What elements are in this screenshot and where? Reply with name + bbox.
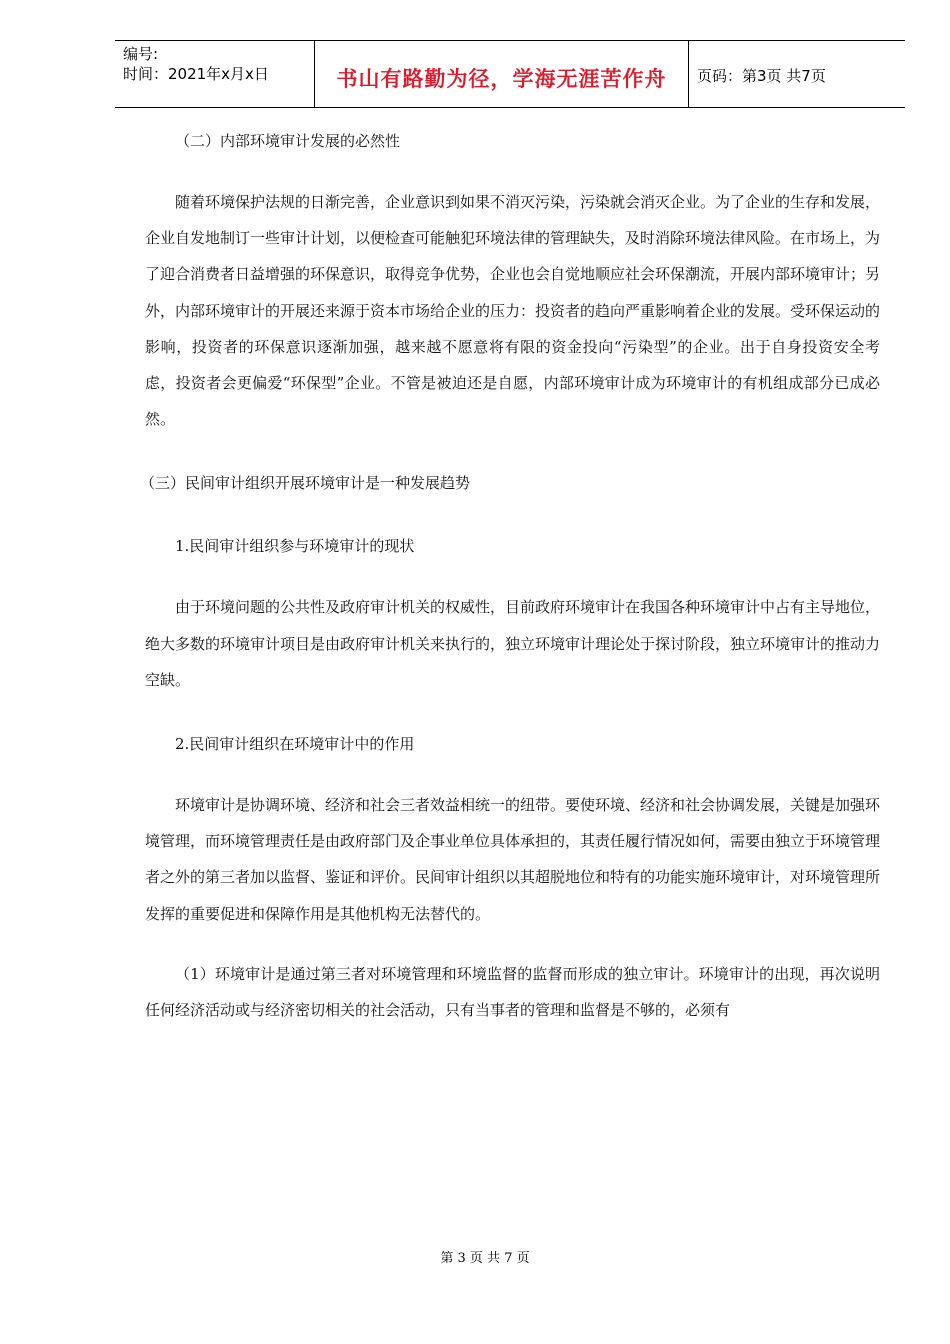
header-motto-cell	[315, 41, 689, 107]
header-motto: 书山有路勤为径，学海无涯苦作舟	[336, 67, 667, 91]
document-date-label: 时间：2021年x月x日	[123, 65, 269, 83]
document-body	[140, 131, 881, 1028]
paragraph-point-1: （1）环境审计是通过第三者对环境管理和环境监督的监督而形成的独立审计。环境审计的出现，再次说明任何经济活动或与经济密切相关的社会活动，只有当事者的管理和监督是不够的，必须有	[145, 964, 880, 1020]
section-heading-3: （三）民间审计组织开展环境审计是一种发展趋势	[140, 474, 471, 493]
document-number-label: 编号:	[123, 45, 159, 63]
paragraph-role: 环境审计是协调环境、经济和社会三者效益相统一的纽带。要使环境、经济和社会协调发展，关键是加强环境管理，而环境管理责任是由政府部门及企事业单位具体承担的，其责任履行情况如何，需要由独立于环境管理者之外的第三者加以监督、鉴证和评价。民间审计组织以其超脱地位和特有的功能实施环境审计，对环境管理所发挥的重要促进和保障作用是其他机构无法替代的。	[145, 796, 881, 923]
subheading-status: 1.民间审计组织参与环境审计的现状	[175, 537, 415, 556]
header-meta-cell	[115, 41, 315, 107]
document-header	[115, 40, 905, 108]
subheading-role: 2.民间审计组织在环境审计中的作用	[175, 735, 415, 754]
header-page-info: 页码：第3页 共7页	[697, 67, 826, 85]
paragraph-status: 由于环境问题的公共性及政府审计机关的权威性，目前政府环境审计在我国各种环境审计中占有主导地位，绝大多数的环境审计项目是由政府审计机关来执行的，独立环境审计理论处于探讨阶段，独立环境审计的推动力空缺。	[145, 598, 881, 689]
paragraph-internal-audit: 随着环境保护法规的日渐完善，企业意识到如果不消灭污染，污染就会消灭企业。为了企业的生存和发展，企业自发地制订一些审计计划，以便检查可能触犯环境法律的管理缺失，及时消除环境法律风险。在市场上，为了迎合消费者日益增强的环保意识，取得竞争优势，企业也会自觉地顺应社会环保潮流，开展内部环境审计；另外，内部环境审计的开展还来源于资本市场给企业的压力：投资者的趋向严重影响着企业的发展。受环保运动的影响，投资者的环保意识逐渐加强，越来越不愿意将有限的资金投向“污染型”的企业。出于自身投资安全考虑，投资者会更偏爱“环保型”企业。不管是被迫还是自愿，内部环境审计成为环境审计的有机组成部分已成必然。	[145, 193, 881, 429]
header-page-cell	[689, 41, 905, 107]
page-footer: 第 3 页 共 7 页	[440, 1251, 530, 1266]
section-heading-2: （二）内部环境审计发展的必然性	[175, 132, 401, 150]
